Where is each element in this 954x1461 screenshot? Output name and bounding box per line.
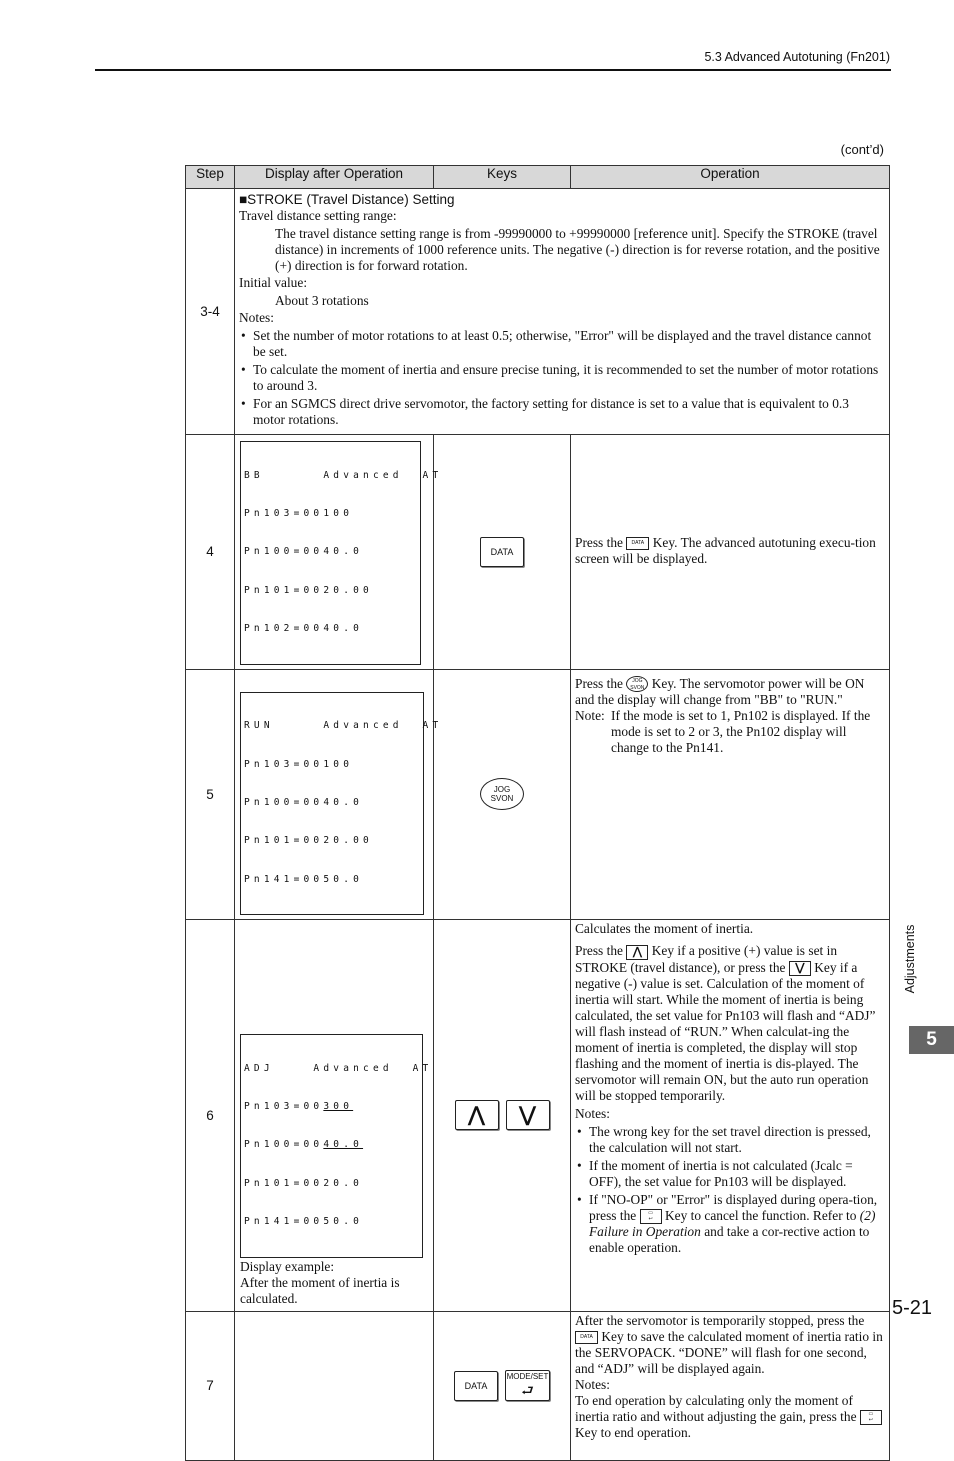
notes-list [239, 328, 883, 428]
header-step: Step [186, 166, 235, 189]
display-cell [235, 1311, 434, 1460]
initial-label: Initial value: [239, 275, 308, 290]
operation-cell: After the servomotor is temporarily stopped, press the DATA Key to save the calculated moment of inertia ratio in the SERVOPACK. “DONE” will flash for one second, and “ADJ” will be displayed again. Notes: To end operation by calculating only the moment of inertia ratio and without adjusting the gain, press the ▭ ↩ Key to end operation. [571, 1311, 890, 1460]
square-bullet-icon: ■ [239, 192, 248, 207]
table-header-row [186, 166, 890, 189]
data-key-icon: DATA [626, 537, 649, 550]
list-item: • If the moment of inertia is not calculated (Jcalc = OFF), the set value for Pn103 will be displayed. [575, 1158, 883, 1190]
list-item: • For an SGMCS direct drive servomotor, the factory setting for distance is set to a value that is equivalent to 0.3 motor rotations. [239, 396, 883, 428]
section-header: 5.3 Advanced Autotuning (Fn201) [704, 50, 890, 64]
list-item: • Set the number of motor rotations to at least 0.5; otherwise, "Error" will be displayed and the travel distance cannot be set. [239, 328, 883, 360]
table-row [186, 1311, 890, 1460]
mode-set-key-button[interactable]: MODE/SET ⮐ [505, 1370, 550, 1401]
stroke-title: ■STROKE (Travel Distance) Setting [239, 192, 455, 207]
data-key-button[interactable]: DATA [454, 1371, 498, 1401]
display-cell [235, 920, 434, 1312]
operation-cell: Press the JOG SVON Key. The servomotor power will be ON and the display will change from "BB" to "RUN." Note: If the mode is set to 1, Pn102 is displayed. If the mode is set to 2 or 3, the Pn102 display will change to the Pn141. [571, 669, 890, 920]
up-arrow-key-button[interactable]: ⋀ [455, 1100, 499, 1130]
note-text: If the mode is set to 1, Pn102 is displayed. If the mode is set to 2 or 3, the Pn102 display will change to the Pn141. [611, 708, 871, 756]
initial-value: About 3 rotations [275, 293, 369, 308]
lcd-display: BB Advanced AT Pn103=00100 Pn100=0040.0 Pn101=0020.00 Pn102=0040.0 [240, 441, 421, 665]
caption-label: Display example: [240, 1258, 335, 1274]
stroke-setting-cell [235, 189, 890, 435]
reference-link[interactable]: (2) Failure in Operation [589, 1207, 876, 1240]
down-arrow-key-button[interactable]: ⋁ [506, 1100, 550, 1130]
jog-svon-key-button[interactable]: JOG SVON [480, 778, 524, 810]
chapter-side-label: Adjustments [903, 924, 917, 994]
notes-label: Notes: [239, 310, 274, 325]
keys-cell [434, 435, 571, 670]
step-cell: 4 [186, 435, 235, 670]
chapter-tab: 5 [909, 1026, 954, 1054]
data-key-button[interactable]: DATA [480, 537, 524, 567]
jog-svon-key-icon: JOG SVON [626, 676, 648, 692]
table-row [186, 669, 890, 920]
procedure-table [185, 165, 890, 1461]
return-arrow-icon: ⮐ [521, 1382, 534, 1399]
data-key-icon: DATA [575, 1331, 598, 1344]
header-keys: Keys [434, 166, 571, 189]
table-row [186, 920, 890, 1312]
page-number: 5-21 [891, 1297, 932, 1319]
operation-cell: Press the DATA Key. The advanced autotuning execu-tion screen will be displayed. [571, 435, 890, 670]
list-item: • To calculate the moment of inertia and ensure precise tuning, it is recommended to set the number of motor rotations to around 3. [239, 362, 883, 394]
caption-text: After the moment of inertia is calculated. [240, 1274, 400, 1306]
display-cell [235, 435, 443, 670]
lcd-display: RUN Advanced AT Pn103=00100 Pn100=0040.0 Pn101=0020.00 Pn141=0050.0 [240, 692, 424, 916]
note-label: Note: [575, 708, 605, 724]
step-cell: 7 [186, 1311, 235, 1460]
keys-cell [434, 1311, 571, 1460]
down-arrow-icon: ⋁ [789, 961, 811, 976]
list-item: • The wrong key for the set travel direction is pressed, the calculation will not start. [575, 1124, 883, 1156]
header-rule [95, 69, 891, 71]
step-cell: 6 [186, 920, 235, 1312]
up-arrow-icon: ⋀ [626, 945, 648, 960]
lcd-display: ADJ Advanced AT Pn103=00300 Pn100=0040.0 Pn101=0020.0 Pn141=0050.0 [240, 1034, 423, 1258]
step-cell: 5 [186, 669, 235, 920]
table-row [186, 189, 890, 435]
table-row [186, 435, 890, 670]
list-item: • If "NO-OP" or "Error" is displayed during opera-tion, press the ▭ ↩ Key to cancel the function. Refer to (2) Failure in Operation and take a cor-rective action to enable operation. [575, 1192, 883, 1256]
keys-cell [434, 669, 571, 920]
op-intro: Calculates the moment of inertia. [575, 921, 754, 937]
notes-label: Notes: [575, 1105, 610, 1121]
header-display: Display after Operation [235, 166, 434, 189]
range-text: The travel distance setting range is from -99990000 to +99990000 [reference unit]. Specify the STROKE (travel distance) in increments of 1000 reference units. The negative (-) direction is for reverse rotation, and the positive (+) direction is for forward rotation. [275, 226, 880, 273]
keys-cell [434, 920, 571, 1312]
display-cell [235, 669, 443, 920]
operation-cell: Calculates the moment of inertia. Press the ⋀ Key if a positive (+) value is set in STROKE (travel distance), or press the ⋁ Key if a negative (-) value is set. Calculation of the moment of inertia will start. While the moment of inertia is being calculated, the set value for Pn103 will flash and “ADJ” will flash instead of “RUN.” When calculat-ing the moment of inertia is completed, the display will stop flashing and the moment of inertia is dis-played. The servomotor will remain ON, but the auto run operation will be stopped temporarily. Notes: • The wrong key for the set travel direction is pressed, the calculation will not start. • If the moment of inertia is not calculated (Jcalc = OFF), the set value for Pn103 will be displayed. • If "NO-OP" or "Error" is displayed during opera-tion, press the ▭ ↩ Key to cancel the function. Refer to (2) Failure in Operation and take a cor-rective action to enable operation. [571, 920, 890, 1312]
step-cell: 3-4 [186, 189, 235, 435]
continued-label: (cont’d) [840, 142, 884, 157]
mode-set-key-icon: ▭ ↩ [860, 1410, 882, 1425]
notes-label: Notes: [575, 1376, 610, 1392]
mode-set-key-icon: ▭ ↩ [640, 1209, 662, 1224]
range-label: Travel distance setting range: [239, 208, 397, 223]
notes-list [575, 1124, 883, 1256]
header-operation: Operation [571, 166, 890, 189]
